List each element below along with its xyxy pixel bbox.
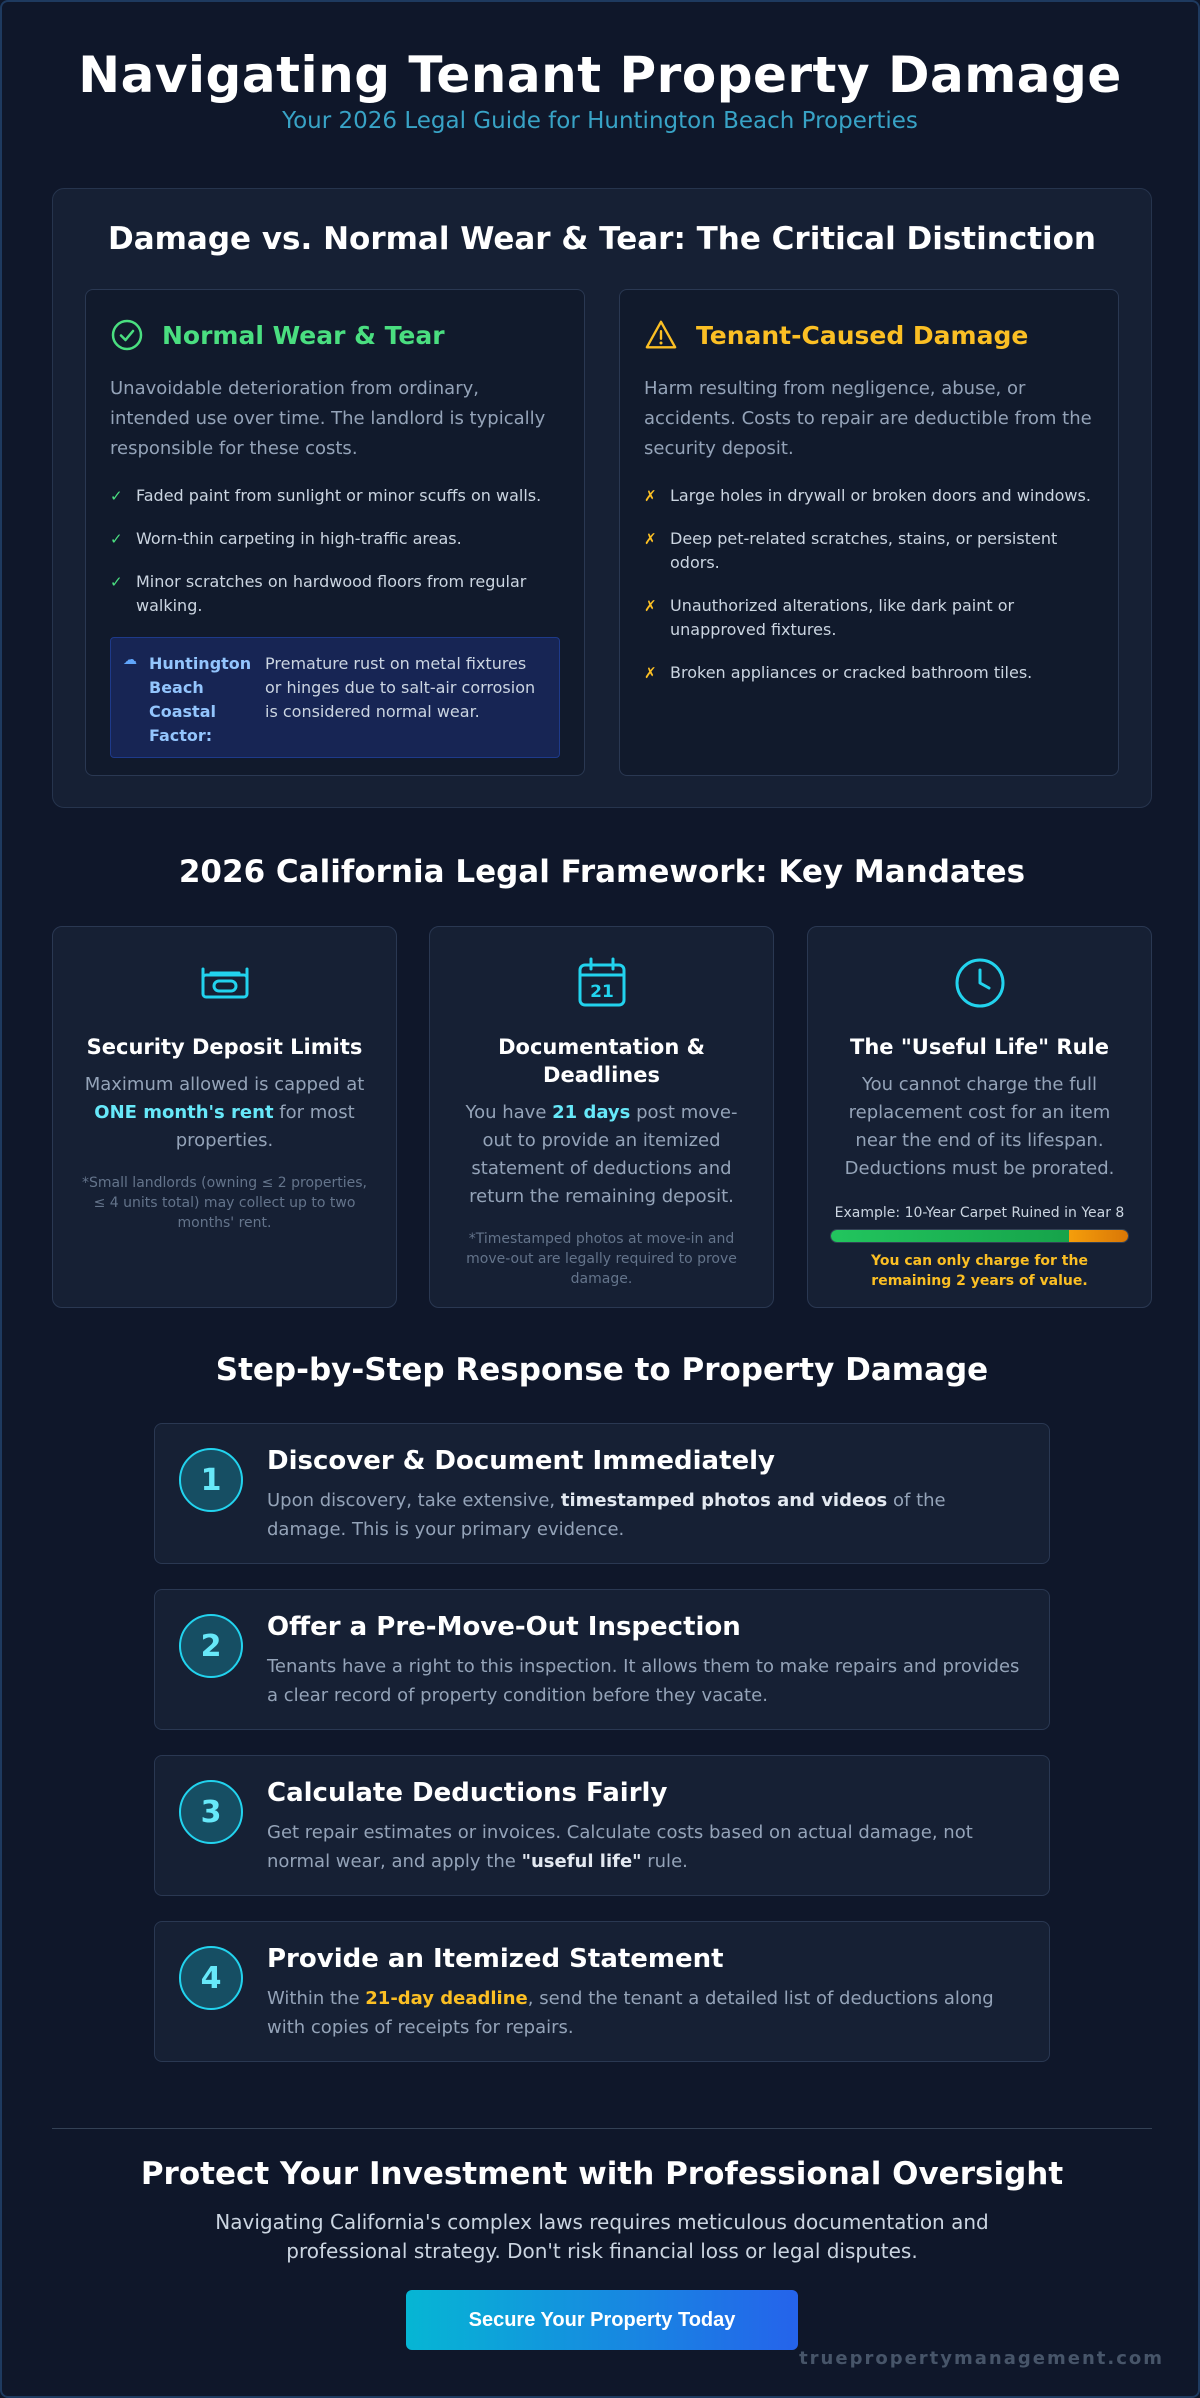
- step-card: [154, 1589, 1050, 1730]
- deposit-card: [52, 926, 397, 1308]
- steps-title: Step-by-Step Response to Property Damage: [215, 1352, 989, 1388]
- step-title: Provide an Itemized Statement: [267, 1944, 724, 1974]
- coastal-factor-callout: [110, 637, 560, 758]
- list-item: ✗ Large holes in drywall or broken doors and windows.: [644, 484, 1094, 508]
- list-item: ✗ Deep pet-related scratches, stains, or persistent odors.: [644, 527, 1094, 575]
- wear-list: [110, 484, 560, 618]
- deadlines-title: Documentation & Deadlines: [498, 1035, 705, 1087]
- step-card: [154, 1755, 1050, 1896]
- deposit-title: Security Deposit Limits: [86, 1035, 363, 1059]
- money-tray-icon: [75, 955, 374, 1011]
- page-title: Navigating Tenant Property Damage: [78, 46, 1122, 104]
- checkmark-icon: ✓: [110, 530, 123, 548]
- useful-life-body: You cannot charge the full replacement cost for an item near the end of its lifespan. Deductions must be prorated.: [844, 1074, 1115, 1179]
- step-number: 1: [179, 1448, 243, 1512]
- wear-label: Normal Wear & Tear: [162, 320, 445, 350]
- secure-property-button[interactable]: Secure Your Property Today: [406, 2290, 798, 2350]
- check-circle-icon: [110, 318, 144, 352]
- distinction-title: Damage vs. Normal Wear & Tear: The Critical Distinction: [107, 221, 1097, 257]
- step-title: Offer a Pre-Move-Out Inspection: [267, 1612, 741, 1642]
- cross-icon: ✗: [644, 664, 657, 682]
- useful-life-example: Example: 10-Year Carpet Ruined in Year 8: [834, 1205, 1125, 1221]
- list-item: ✓ Worn-thin carpeting in high-traffic areas.: [110, 527, 560, 551]
- step-title: Calculate Deductions Fairly: [267, 1778, 668, 1808]
- list-item: ✗ Unauthorized alterations, like dark paint or unapproved fixtures.: [644, 594, 1094, 642]
- deposit-body: Maximum allowed is capped at ONE month's rent for most properties.: [84, 1074, 365, 1151]
- damage-label: Tenant-Caused Damage: [696, 320, 1029, 350]
- checkmark-icon: ✓: [110, 487, 123, 505]
- clock-icon: [830, 955, 1129, 1011]
- deadlines-body: You have 21 days post move-out to provide an itemized statement of deductions and return the remaining deposit.: [465, 1102, 738, 1207]
- step-card: [154, 1921, 1050, 2062]
- used-life-segment: [831, 1230, 1069, 1242]
- calendar-icon: [452, 955, 751, 1011]
- list-item: ✗ Broken appliances or cracked bathroom tiles.: [644, 661, 1094, 685]
- remaining-life-segment: [1069, 1230, 1128, 1242]
- wear-column: [85, 289, 585, 776]
- damage-description: Harm resulting from negligence, abuse, or accidents. Costs to repair are deductible from the security deposit.: [644, 378, 1092, 459]
- step-body: Within the 21-day deadline, send the tenant a detailed list of deductions along with copies of receipts for repairs.: [267, 1988, 994, 2038]
- useful-life-title: The "Useful Life" Rule: [850, 1035, 1109, 1059]
- deposit-note: *Small landlords (owning ≤ 2 properties, ≤ 4 units total) may collect up to two months' rent.: [81, 1175, 368, 1231]
- page-subtitle: Your 2026 Legal Guide for Huntington Beach Properties: [282, 108, 918, 134]
- useful-life-note: You can only charge for the remaining 2 years of value.: [871, 1253, 1088, 1289]
- footer-domain: truepropertymanagement.com: [799, 2348, 1164, 2369]
- coastal-factor-text: Premature rust on metal fixtures or hinges due to salt-air corrosion is considered normal wear.: [265, 654, 536, 721]
- step-number: 4: [179, 1946, 243, 2010]
- cloud-icon: ☁: [123, 652, 137, 668]
- deadlines-note: *Timestamped photos at move-in and move-out are legally required to prove damage.: [466, 1231, 737, 1287]
- damage-column: [619, 289, 1119, 776]
- step-number: 2: [179, 1614, 243, 1678]
- damage-list: [644, 484, 1094, 685]
- header: [2, 2, 1198, 134]
- useful-life-bar: [830, 1229, 1129, 1243]
- cross-icon: ✗: [644, 530, 657, 548]
- step-card: [154, 1423, 1050, 1564]
- step-body: Upon discovery, take extensive, timestamped photos and videos of the damage. This is your primary evidence.: [267, 1490, 946, 1540]
- svg-text:21: 21: [589, 982, 614, 1002]
- list-item: ✓ Minor scratches on hardwood floors from regular walking.: [110, 570, 560, 618]
- cta-title: Protect Your Investment with Professional Oversight: [140, 2156, 1064, 2192]
- warning-triangle-icon: [644, 318, 678, 352]
- framework-title: 2026 California Legal Framework: Key Mandates: [178, 854, 1026, 890]
- step-title: Discover & Document Immediately: [267, 1446, 775, 1476]
- cross-icon: ✗: [644, 487, 657, 505]
- distinction-section: [52, 188, 1152, 808]
- coastal-factor-title: Huntington Beach Coastal Factor:: [149, 654, 252, 745]
- cta-text: Navigating California's complex laws requires meticulous documentation and professional strategy. Don't risk financial loss or legal disputes.: [215, 2210, 989, 2263]
- step-body: Tenants have a right to this inspection. It allows them to make repairs and provides a clear record of property condition before they vacate.: [267, 1656, 1020, 1706]
- step-body: Get repair estimates or invoices. Calculate costs based on actual damage, not normal wear, and apply the "useful life" rule.: [267, 1822, 973, 1872]
- step-number: 3: [179, 1780, 243, 1844]
- deadlines-card: [429, 926, 774, 1308]
- cross-icon: ✗: [644, 597, 657, 615]
- wear-description: Unavoidable deterioration from ordinary, intended use over time. The landlord is typically responsible for these costs.: [110, 378, 546, 459]
- list-item: ✓ Faded paint from sunlight or minor scuffs on walls.: [110, 484, 560, 508]
- useful-life-card: [807, 926, 1152, 1308]
- divider: [52, 2128, 1152, 2129]
- checkmark-icon: ✓: [110, 573, 123, 591]
